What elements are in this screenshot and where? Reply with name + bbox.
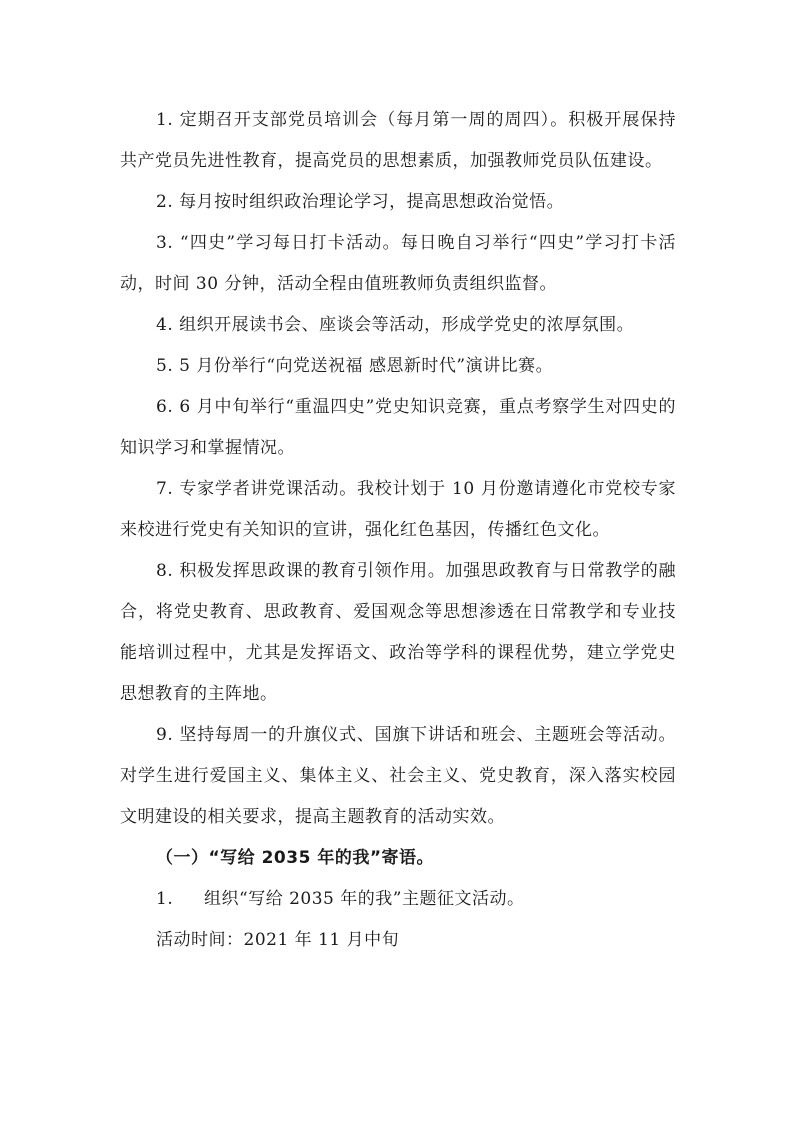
sub-item-text: 组织“写给 2035 年的我”主题征文活动。 [204,889,525,909]
document-body [120,100,676,961]
list-item: 7. 专家学者讲党课活动。我校计划于 10 月份邀请遵化市党校专家来校进行党史有关知识的宣讲，强化红色基因，传播红色文化。 [120,479,676,540]
list-item: 2. 每月按时组织政治理论学习，提高思想政治觉悟。 [156,192,565,212]
list-item: 8. 积极发挥思政课的教育引领作用。加强思政教育与日常教学的融合，将党史教育、思政教育、爱国观念等思想渗透在日常教学和专业技能培训过程中，尤其是发挥语文、政治等学科的课程优势，建立学党史思想教育的主阵地。 [120,561,676,704]
list-item: 3. “四史”学习每日打卡活动。每日晚自习举行“四史”学习打卡活动，时间 30 分钟，活动全程由值班教师负责组织监督。 [120,233,676,294]
list-item: 4. 组织开展读书会、座谈会等活动，形成学党史的浓厚氛围。 [156,315,635,335]
list-item: 9. 坚持每周一的升旗仪式、国旗下讲话和班会、主题班会等活动。对学生进行爱国主义、集体主义、社会主义、党史教育，深入落实校园文明建设的相关要求，提高主题教育的活动实效。 [120,725,676,827]
sub-item [120,879,676,920]
activity-time: 活动时间：2021 年 11 月中旬 [156,930,400,950]
list-item: 5. 5 月份举行“向党送祝福 感恩新时代”演讲比赛。 [156,356,554,376]
sub-item-number: 1. [156,889,174,909]
list-item: 6. 6 月中旬举行“重温四史”党史知识竞赛，重点考察学生对四史的知识学习和掌握情况。 [120,397,676,458]
section-heading: （一）“写给 2035 年的我”寄语。 [156,848,434,868]
list-item: 1. 定期召开支部党员培训会（每月第一周的周四）。积极开展保持共产党员先进性教育，提高党员的思想素质，加强教师党员队伍建设。 [120,110,676,171]
